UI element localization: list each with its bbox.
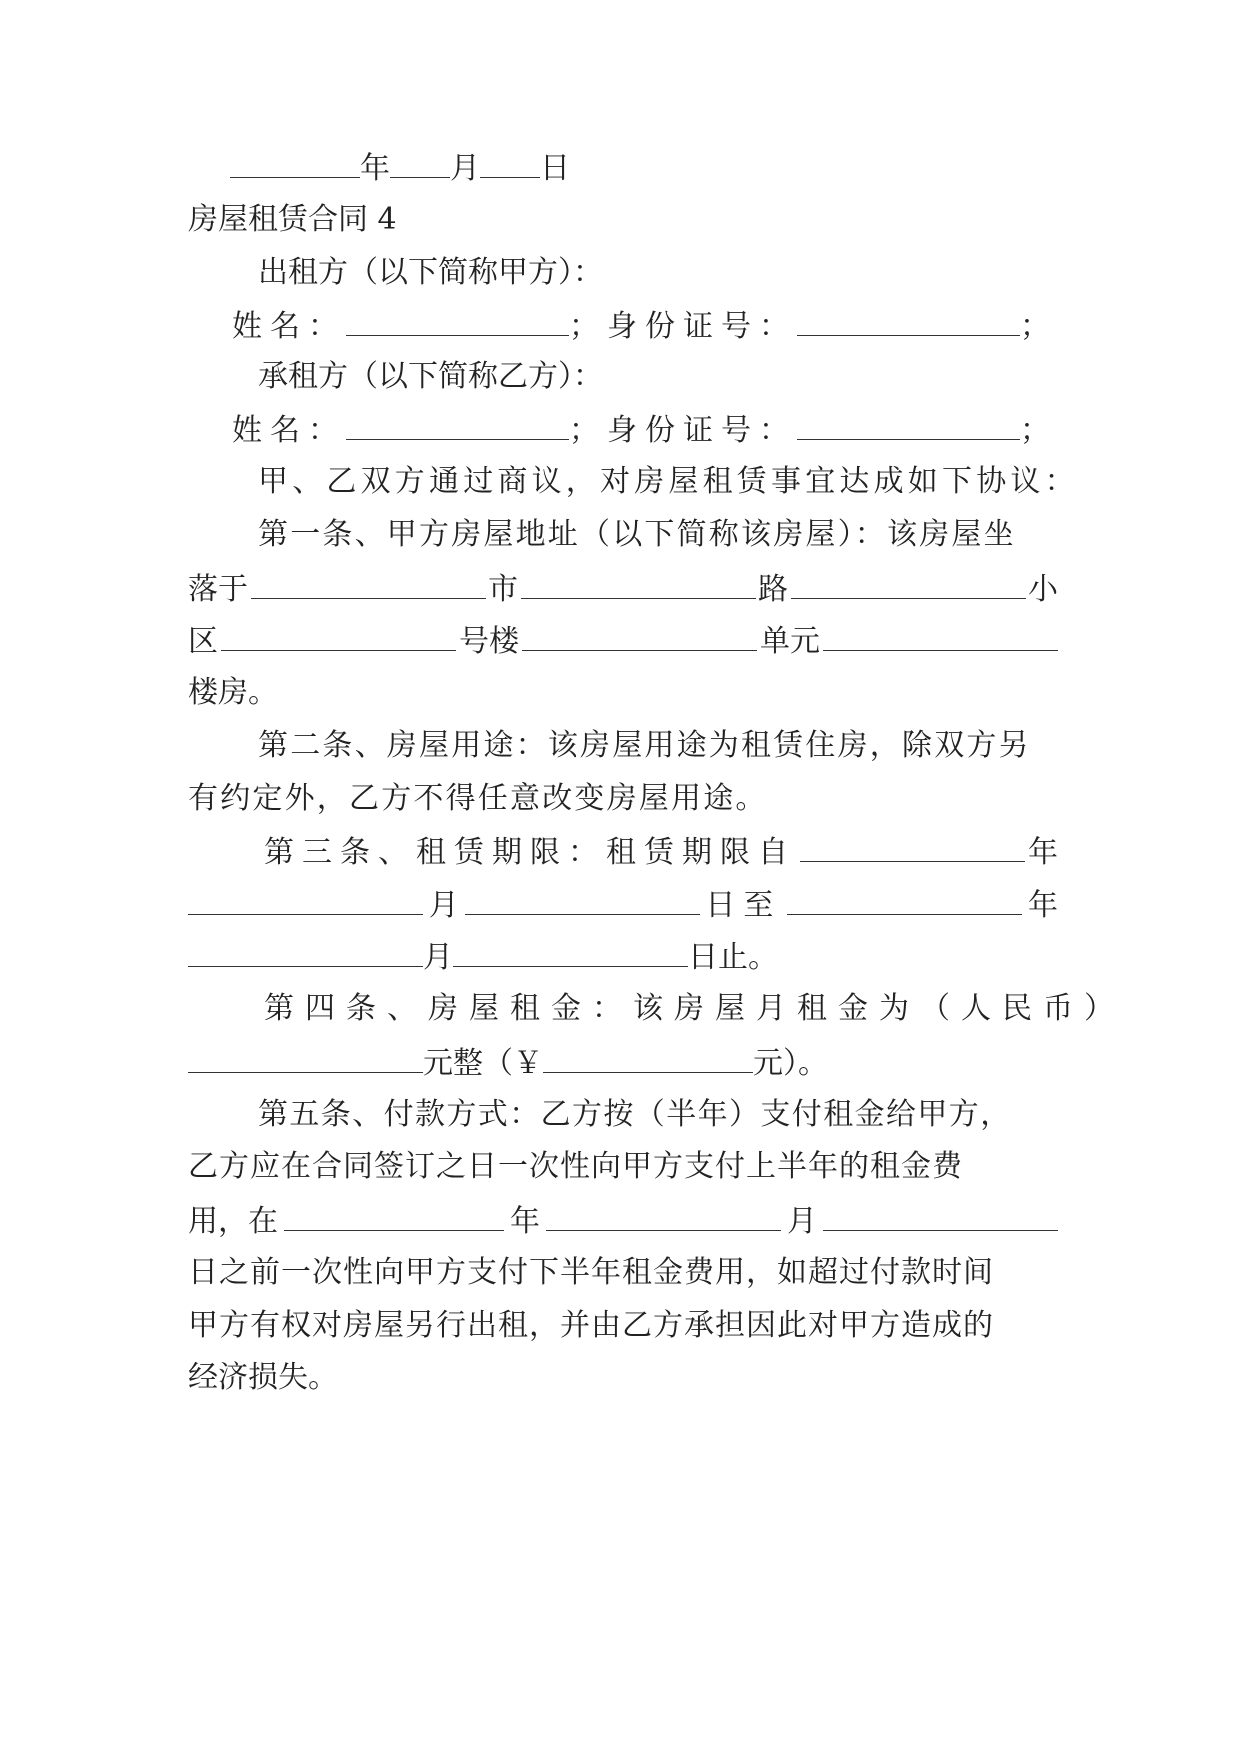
article5-line5: 甲方有权对房屋另行出租，并由乙方承担因此对甲方造成的 bbox=[188, 1308, 994, 1343]
article5-l3b: 年 bbox=[510, 1204, 540, 1239]
blank-start-day bbox=[465, 884, 700, 915]
lessee-end: ； bbox=[1020, 413, 1058, 448]
article3-l2b: 日至 bbox=[705, 888, 782, 923]
article3-line3 bbox=[188, 936, 1058, 978]
blank-unit bbox=[522, 620, 757, 651]
blank-pay-year bbox=[284, 1200, 504, 1231]
date-month-label: 月 bbox=[450, 151, 480, 186]
date-year-label: 年 bbox=[360, 151, 390, 186]
lessor-id-label: 身份证号： bbox=[607, 309, 797, 344]
blank-pay-day bbox=[823, 1200, 1058, 1231]
blank-road bbox=[521, 568, 756, 599]
article3-line1 bbox=[264, 831, 1058, 873]
article5-line1: 第五条、付款方式：乙方按（半年）支付租金给甲方， bbox=[258, 1097, 1012, 1132]
blank-rent-amount bbox=[543, 1042, 753, 1073]
article1-l3b: 号楼 bbox=[459, 624, 519, 659]
lessor-name-blank bbox=[346, 305, 569, 336]
article1-line2 bbox=[188, 568, 1058, 610]
article1-line3 bbox=[188, 620, 1058, 662]
lessor-heading: 出租方（以下简称甲方）： bbox=[258, 255, 603, 290]
blank-city bbox=[251, 568, 486, 599]
article4-line1: 第四条、房屋租金：该房屋月租金为（人民币） bbox=[264, 991, 1125, 1026]
lessor-id-blank bbox=[797, 305, 1020, 336]
blank-end-year bbox=[787, 884, 1022, 915]
blank-floor bbox=[823, 620, 1058, 651]
article3-l2c: 年 bbox=[1027, 888, 1058, 923]
blank-start-month bbox=[188, 884, 423, 915]
lessor-sep: ； bbox=[569, 309, 607, 344]
article1-line4: 楼房。 bbox=[188, 675, 278, 710]
article4-line2 bbox=[188, 1042, 1058, 1084]
intro-paragraph: 甲、乙双方通过商议，对房屋租赁事宜达成如下协议： bbox=[258, 464, 1079, 499]
blank-end-day bbox=[453, 936, 688, 967]
article5-l3c: 月 bbox=[787, 1204, 817, 1239]
article3-l3b: 日止。 bbox=[688, 940, 778, 975]
article3-l1-end: 年 bbox=[1028, 835, 1058, 870]
date-day-label: 日 bbox=[540, 151, 570, 186]
article1-l2a: 落于 bbox=[188, 572, 248, 607]
lessee-name-label: 姓名： bbox=[232, 413, 346, 448]
date-line bbox=[230, 147, 590, 189]
article1-l2c: 路 bbox=[758, 572, 788, 607]
article3-line2 bbox=[188, 884, 1058, 926]
blank-year bbox=[230, 147, 360, 178]
blank-community bbox=[791, 568, 1026, 599]
document-title: 房屋租赁合同 4 bbox=[188, 202, 397, 237]
article5-line2: 乙方应在合同签订之日一次性向甲方支付上半年的租金费 bbox=[188, 1149, 963, 1184]
lessor-end: ； bbox=[1020, 309, 1058, 344]
blank-rent-words bbox=[188, 1042, 423, 1073]
blank-month bbox=[390, 147, 450, 178]
lessor-info-line bbox=[232, 305, 1058, 347]
blank-start-year bbox=[800, 831, 1025, 862]
article1-l3a: 区 bbox=[188, 624, 218, 659]
article5-line3 bbox=[188, 1200, 1058, 1242]
article1-l2d: 小 bbox=[1028, 572, 1058, 607]
lessor-name-label: 姓名： bbox=[232, 309, 346, 344]
article5-l3a: 用，在 bbox=[188, 1204, 278, 1239]
blank-day bbox=[480, 147, 540, 178]
lessee-id-blank bbox=[797, 409, 1020, 440]
blank-pay-month bbox=[546, 1200, 781, 1231]
lessee-heading: 承租方（以下简称乙方）： bbox=[258, 359, 603, 394]
article3-l3a: 月 bbox=[423, 940, 453, 975]
lessee-name-blank bbox=[346, 409, 569, 440]
article1-line1: 第一条、甲方房屋地址（以下简称该房屋）：该房屋坐 bbox=[258, 517, 1016, 552]
article2-line2: 有约定外，乙方不得任意改变房屋用途。 bbox=[188, 781, 768, 816]
blank-building bbox=[221, 620, 456, 651]
article3-l2a: 月 bbox=[428, 888, 459, 923]
article5-line6: 经济损失。 bbox=[188, 1360, 338, 1395]
article1-l2b: 市 bbox=[488, 572, 518, 607]
lessee-sep: ； bbox=[569, 413, 607, 448]
lessee-info-line bbox=[232, 409, 1058, 451]
article4-l2a: 元整（￥ bbox=[423, 1046, 543, 1081]
article4-l2b: 元）。 bbox=[753, 1046, 828, 1081]
blank-end-month bbox=[188, 936, 423, 967]
article3-l1-text: 第三条、租赁期限：租赁期限自 bbox=[264, 835, 796, 870]
article5-line4: 日之前一次性向甲方支付下半年租金费用，如超过付款时间 bbox=[188, 1255, 994, 1290]
lessee-id-label: 身份证号： bbox=[607, 413, 797, 448]
article1-l3c: 单元 bbox=[760, 624, 820, 659]
article2-line1: 第二条、房屋用途：该房屋用途为租赁住房，除双方另 bbox=[258, 728, 1031, 763]
